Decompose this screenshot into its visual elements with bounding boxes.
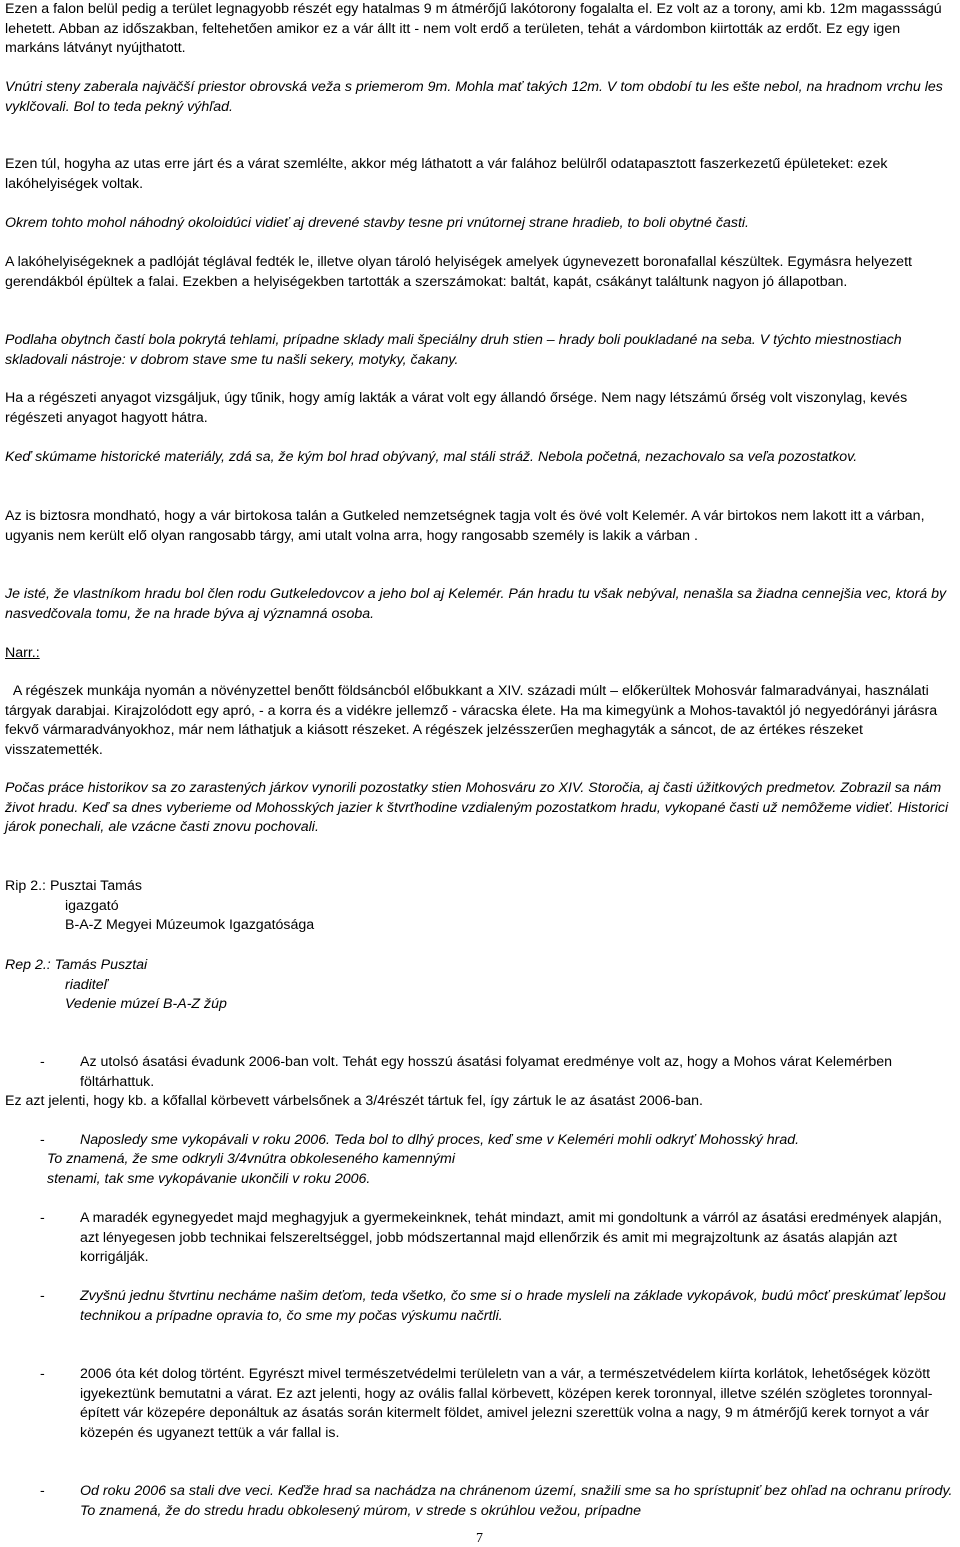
bullet-tail-hu-1: Ez azt jelenti, hogy kb. a kőfallal körbevett várbelsőnek a 3/4részét tártuk fel, így zártuk le az ásatást 2006-ban. [5,1093,703,1109]
paragraph-sk-4: Keď skúmame historické materiály, zdá sa, že kým bol hrad obývaný, mal stáli stráž. Nebola početná, nezachovalo sa veľa pozostatkov. [5,449,858,465]
bullet-dash: - [40,1483,45,1499]
rep-title: riaditeľ [65,976,108,993]
paragraph-sk-1: Vnútri steny zaberala najväčší priestor obrovská veža s priemerom 9m. Mohla mať takých 12m. V tom období tu les ešte nebol, na hradnom vrchu les vyklčovali. Bol to teda pekný výhľad. [5,79,943,115]
paragraph-sk-6: Počas práce historikov sa zo zarastených járkov vynorili pozostatky stien Mohosváru zo XIV. Storočia, aj časti úžitkových predmetov. Zobrazil sa nám život hradu. Keď sa dnes vyberieme od Mohosských jazier k štvrťhodine vzdialeným pozostatkom hradu, vykopané časti už nemôžeme vidieť. Historici járok ponechali, ale vzácne časti znovu pochovali. [5,780,949,835]
paragraph-hu-3: A lakóhelyiségeknek a padlóját téglával fedték le, illetve olyan tároló helyiségek amelyek úgynevezett boronafallal készültek. Egymásra helyezett gerendákból épültek a falai. Ezekben a helyiségekben tartották a szerszámokat: baltát, kapát, csákányt találtunk nagyon jó állapotban. [5,254,912,290]
bullet-text-hu-1: Az utolsó ásatási évadunk 2006-ban volt. Tehát egy hosszú ásatási folyamat eredménye volt az, hogy a Mohos várat Kelemérben föltárhattuk. [80,1054,893,1090]
bullet-tail-sk-1a: To znamená, že sme odkryli 3/4vnútra obkoleseného kamennými [47,1151,455,1167]
page-number: 7 [476,1531,483,1546]
bullet-dash: - [40,1210,45,1226]
bullet-dash: - [40,1132,45,1148]
bullet-dash: - [40,1054,45,1070]
bullet-text-sk-3: Od roku 2006 sa stali dve veci. Keďže hrad sa nachádza na chránenom území, snažili sme sa ho sprístupniť bez ohľad na ochranu prírody. To znamená, že do stredu hradu obkolesený múrom, v strede s okrúhlou vežou, prípadne [80,1483,953,1519]
paragraph-hu-5: Az is biztosra mondható, hogy a vár birtokosa talán a Gutkeled nemzetségnek tagja volt és övé volt Kelemér. A vár birtokos nem lakott itt a várban, ugyanis nem került elő olyan rangosabb tárgy, ami utalt volna arra, hogy rangosabb személy is lakik a várban . [5,508,925,544]
paragraph-hu-6: A régészek munkája nyomán a növényzettel benőtt földsáncból előbukkant a XIV. századi múlt – előkerültek Mohosvár falmaradványai, használati tárgyak darabjai. Kirajzolódott egy apró, - a korra és a vidékre jellemző - váracska élete. Ha ma kimegyünk a Mohos-tavaktól jó negyedórányi járásra fekvő vármaradványokhoz, már nem láthatjuk a kiásott részeket. A régészek jelzésszerűen meghagyták a sáncot, de az értékes részeket visszatemették. [5,683,942,758]
paragraph-sk-2: Okrem tohto mohol náhodný okoloidúci vidieť aj drevené stavby tesne pri vnútornej strane hradieb, to boli obytné časti. [5,215,749,231]
paragraph-hu-4: Ha a régészeti anyagot vizsgáljuk, úgy tűnik, hogy amíg lakták a várat volt egy állandó őrsége. Nem nagy létszámú őrség volt viszonylag, kevés régészeti anyagot hagyott hátra. [5,390,908,426]
paragraph-sk-3: Podlaha obytnch častí bola pokrytá tehlami, prípadne sklady mali špeciálny druh stien – hrady boli poukladané na seba. V týchto miestnostiach skladovali nástroje: v dobrom stave sme tu našli sekery, motyky, čakany. [5,332,902,368]
bullet-text-sk-1: Naposledy sme vykopávali v roku 2006. Teda bol to dlhý proces, keď sme v Keleméri mohli odkryť Mohosský hrad. [80,1132,800,1148]
rep-name: Rep 2.: Tamás Pusztai [5,957,148,973]
rip-institution: B-A-Z Megyei Múzeumok Igazgatósága [65,917,315,933]
bullet-dash: - [40,1288,45,1304]
rip-block [5,877,314,936]
paragraph-hu-2: Ezen túl, hogyha az utas erre járt és a várat szemlélte, akkor még láthatott a vár falához belülről odatapasztott faszerkezetű épületeket: ezek lakóhelyiségek voltak. [5,156,888,192]
bullet-tail-sk-1b: stenami, tak sme vykopávanie ukončili v roku 2006. [47,1171,371,1187]
narr-label: Narr.: [5,645,40,661]
bullet-text-sk-2: Zvyšnú jednu štvrtinu necháme našim deťom, teda všetko, čo sme si o hrade mysleli na základe vykopávok, budú môcť preskúmať lepšou technikou a prípadne opravia to, čo sme my počas výskumu načrtli. [80,1288,946,1324]
bullet-text-hu-2: A maradék egynegyedet majd meghagyjuk a gyermekeinknek, tehát mindazt, amit mi gondoltunk a várról az ásatási eredmények alapján, azt lényegesen jobb technikai felszereltséggel, jobb módszertannal majd ellenőrzik és amit mi megrajzoltunk az ásatás alapján azt korrigálják. [80,1210,942,1265]
rip-name: Rip 2.: Pusztai Tamás [5,878,142,894]
bullet-text-hu-3: 2006 óta két dolog történt. Egyrészt mivel természetvédelmi terüleletn van a vár, a természetvédelem kiírta korlátok, lehetőségek között igyekeztünk bemutatni a várat. Ez azt jelenti, hogy az ovális fallal körbevett, középen kerek toronnyal, illetve szélén szögletes toronnyal- épített vár közepére deponáltuk az ásatás során kitermelt földet, amivel jelezni szerettük volna a nagy, 9 m átmérőjű kerek tornyot a vár közepén és ugyanezt tettük a vár fallal is. [80,1366,933,1441]
rep-institution: Vedenie múzeí B-A-Z žúp [65,996,227,1012]
rip-title: igazgató [65,897,119,914]
paragraph-hu-1: Ezen a falon belül pedig a terület legnagyobb részét egy hatalmas 9 m átmérőjű lakótorony fogalalta el. Ez volt az a torony, ami kb. 12m magassságú lehetett. Abban az időszakban, feltehetően amikor ez a vár állt itt - nem volt erdő a területen, tehát a várdombon kiirtották az erdőt. Ez egy igen markáns látványt nyújthatott. [5,1,942,56]
paragraph-sk-5: Je isté, že vlastníkom hradu bol člen rodu Gutkeledovcov a jeho bol aj Kelemér. Pán hradu tu však nebýval, nenašla sa žiadna cennejšia vec, ktorá by nasvedčovala tomu, že na hrade býva aj významná osoba. [5,586,947,622]
bullet-dash: - [40,1366,45,1382]
rep-block [5,956,227,1015]
